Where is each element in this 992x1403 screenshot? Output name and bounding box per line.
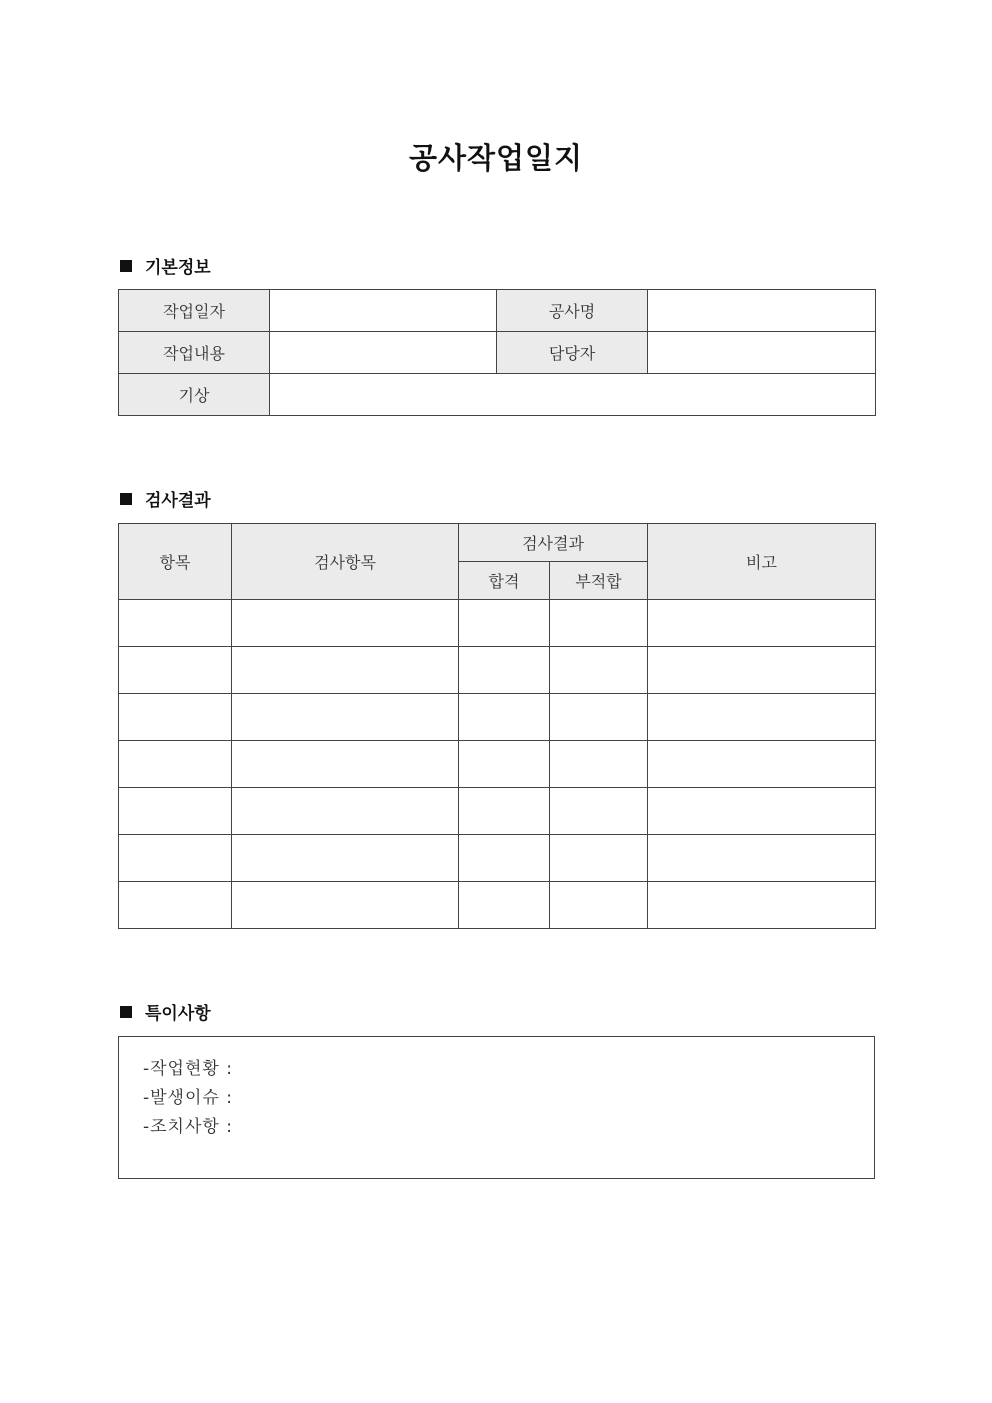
notes-line-issues: -발생이슈 : <box>143 1088 233 1108</box>
pass-cell[interactable] <box>459 600 550 647</box>
table-row <box>119 290 876 332</box>
inspection-item-cell[interactable] <box>232 788 459 835</box>
table-header-row <box>119 524 876 562</box>
column-header-inspection-item: 검사항목 <box>232 524 459 600</box>
notes-line-work-status: -작업현황 : <box>143 1059 233 1079</box>
remarks-cell[interactable] <box>648 647 876 694</box>
remarks-cell[interactable] <box>648 835 876 882</box>
document-title: 공사작업일지 <box>408 141 584 175</box>
work-date-field[interactable] <box>270 290 497 332</box>
inspection-item-cell[interactable] <box>232 741 459 788</box>
inspection-item-cell[interactable] <box>232 647 459 694</box>
item-cell[interactable] <box>119 882 232 929</box>
basic-info-heading-text: 기본정보 <box>145 258 211 278</box>
notes-line-actions: -조치사항 : <box>143 1117 233 1137</box>
pass-cell[interactable] <box>459 835 550 882</box>
table-row <box>119 835 876 882</box>
pass-cell[interactable] <box>459 694 550 741</box>
weather-label: 기상 <box>119 374 270 416</box>
table-row <box>119 332 876 374</box>
fail-cell[interactable] <box>550 882 648 929</box>
remarks-cell[interactable] <box>648 600 876 647</box>
inspection-table <box>118 523 876 929</box>
item-cell[interactable] <box>119 600 232 647</box>
inspection-item-cell[interactable] <box>232 600 459 647</box>
fail-cell[interactable] <box>550 741 648 788</box>
weather-field[interactable] <box>270 374 876 416</box>
column-header-result-group: 검사결과 <box>459 524 648 562</box>
square-bullet-icon <box>120 493 132 505</box>
square-bullet-icon <box>120 260 132 272</box>
table-row <box>119 741 876 788</box>
item-cell[interactable] <box>119 741 232 788</box>
item-cell[interactable] <box>119 694 232 741</box>
pass-cell[interactable] <box>459 788 550 835</box>
item-cell[interactable] <box>119 647 232 694</box>
table-row <box>119 694 876 741</box>
remarks-cell[interactable] <box>648 882 876 929</box>
remarks-cell[interactable] <box>648 741 876 788</box>
fail-cell[interactable] <box>550 647 648 694</box>
inspection-heading <box>120 486 211 511</box>
basic-info-table <box>118 289 876 416</box>
notes-heading-text: 특이사항 <box>145 1004 211 1024</box>
item-cell[interactable] <box>119 788 232 835</box>
table-row <box>119 600 876 647</box>
basic-info-heading <box>120 253 211 278</box>
project-name-field[interactable] <box>648 290 876 332</box>
table-row <box>119 647 876 694</box>
project-name-label: 공사명 <box>497 290 648 332</box>
fail-cell[interactable] <box>550 835 648 882</box>
column-header-pass: 합격 <box>459 562 550 600</box>
table-row <box>119 788 876 835</box>
square-bullet-icon <box>120 1006 132 1018</box>
pass-cell[interactable] <box>459 741 550 788</box>
column-header-item: 항목 <box>119 524 232 600</box>
column-header-fail: 부적합 <box>550 562 648 600</box>
inspection-item-cell[interactable] <box>232 882 459 929</box>
work-content-label: 작업내용 <box>119 332 270 374</box>
pass-cell[interactable] <box>459 882 550 929</box>
fail-cell[interactable] <box>550 600 648 647</box>
remarks-cell[interactable] <box>648 694 876 741</box>
fail-cell[interactable] <box>550 694 648 741</box>
inspection-heading-text: 검사결과 <box>145 491 211 511</box>
notes-box[interactable] <box>118 1036 875 1179</box>
table-row <box>119 882 876 929</box>
fail-cell[interactable] <box>550 788 648 835</box>
pass-cell[interactable] <box>459 647 550 694</box>
column-header-remarks: 비고 <box>648 524 876 600</box>
notes-heading <box>120 999 211 1024</box>
remarks-cell[interactable] <box>648 788 876 835</box>
item-cell[interactable] <box>119 835 232 882</box>
manager-field[interactable] <box>648 332 876 374</box>
inspection-item-cell[interactable] <box>232 694 459 741</box>
notes-list <box>143 1055 233 1142</box>
work-content-field[interactable] <box>270 332 497 374</box>
table-row <box>119 374 876 416</box>
work-date-label: 작업일자 <box>119 290 270 332</box>
inspection-item-cell[interactable] <box>232 835 459 882</box>
manager-label: 담당자 <box>497 332 648 374</box>
